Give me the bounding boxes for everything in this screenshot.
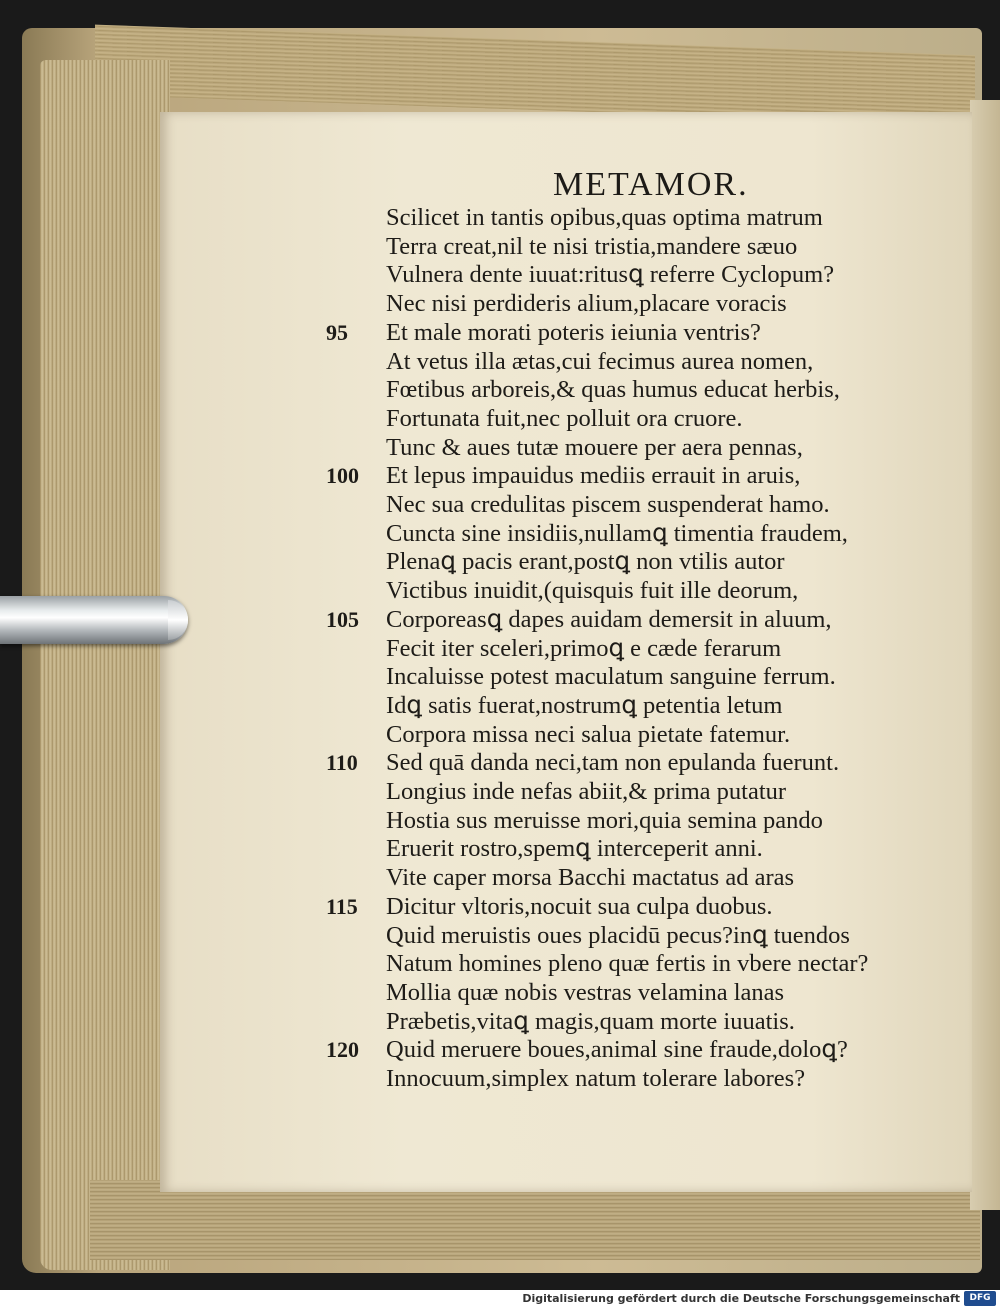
verse-line: Nec sua credulitas piscem suspenderat hamo.	[386, 491, 830, 518]
verse-line: Scilicet in tantis opibus,quas optima matrum	[386, 204, 823, 231]
verse-line: Eruerit rostro,spemꝗ interceperit anni.	[386, 835, 763, 862]
verse-line: At vetus illa ætas,cui fecimus aurea nomen,	[386, 348, 814, 375]
line-number: 120	[326, 1037, 359, 1062]
verse-line: Nec nisi perdideris alium,placare voracis	[386, 290, 787, 317]
verse-line: Et male morati poteris ieiunia ventris?	[386, 319, 761, 346]
verse-line: Idꝗ satis fuerat,nostrumꝗ petentia letum	[386, 692, 783, 719]
verse-line: Vulnera dente iuuat:ritusꝗ referre Cyclopum?	[386, 261, 835, 288]
verse-line: Corporeasꝗ dapes auidam demersit in aluum,	[386, 606, 832, 633]
line-number: 115	[326, 894, 358, 919]
verse-line: Sed quā danda neci,tam non epulanda fuerunt.	[386, 749, 840, 776]
verse-line: Incaluisse potest maculatum sanguine ferrum.	[386, 663, 836, 690]
page-edges-left	[40, 60, 170, 1270]
verse-line: Fortunata fuit,nec polluit ora cruore.	[386, 405, 743, 432]
verse-line: Fœtibus arboreis,& quas humus educat herbis,	[386, 376, 840, 403]
line-number: 105	[326, 607, 359, 632]
verse-line: Fecit iter sceleri,primoꝗ e cæde ferarum	[386, 635, 782, 662]
verse-line: Præbetis,vitaꝗ magis,quam morte iuuatis.	[386, 1008, 795, 1035]
verse-line: Terra creat,nil te nisi tristia,mandere sæuo	[386, 233, 798, 260]
verse-line: Quid meruere boues,animal sine fraude,doloꝗ?	[386, 1036, 848, 1063]
verse-line: Victibus inuidit,(quisquis fuit ille deorum,	[386, 577, 799, 604]
verse-line: Cuncta sine insidiis,nullamꝗ timentia fraudem,	[386, 520, 848, 547]
verse-line: Tunc & aues tutæ mouere per aera pennas,	[386, 434, 803, 461]
verse-line: Vite caper morsa Bacchi mactatus ad aras	[386, 864, 795, 891]
verse-line: Quid meruistis oues placidū pecus?inꝗ tuendos	[386, 922, 850, 949]
running-title: METAMOR.	[553, 166, 749, 203]
verse-line: Innocuum,simplex natum tolerare labores?	[386, 1065, 806, 1092]
verse-line: Natum homines pleno quæ fertis in vbere nectar?	[386, 950, 869, 977]
page-edges-bottom	[90, 1180, 980, 1260]
verse-line: Longius inde nefas abiit,& prima putatur	[386, 778, 787, 805]
verse-line: Mollia quæ nobis vestras velamina lanas	[386, 979, 785, 1006]
line-number: 95	[326, 320, 348, 345]
verse-line: Corpora missa neci salua pietate fatemur.	[386, 721, 791, 748]
line-number: 110	[326, 750, 358, 775]
line-number: 100	[326, 463, 359, 488]
verse-line: Dicitur vltoris,nocuit sua culpa duobus.	[386, 893, 773, 920]
funding-credit: Digitalisierung gefördert durch die Deutsche Forschungsgemeinschaft	[522, 1292, 960, 1305]
glass-page-holder	[0, 596, 188, 644]
show-through-text	[735, 160, 995, 210]
facing-page-edge	[970, 100, 1000, 1210]
verse-line: Hostia sus meruisse mori,quia semina pando	[386, 807, 823, 834]
footer-bar	[0, 1290, 1000, 1308]
verse-line: Plenaꝗ pacis erant,postꝗ non vtilis autor	[386, 548, 785, 575]
dfg-logo: DFG	[964, 1291, 996, 1306]
verse-line: Et lepus impauidus mediis errauit in aruis,	[386, 462, 801, 489]
